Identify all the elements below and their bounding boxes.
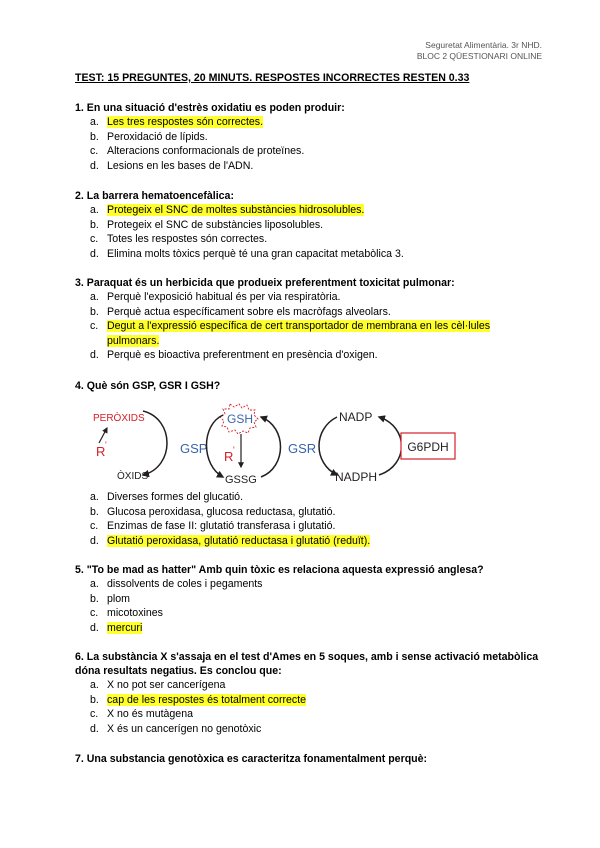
glutathione-cycle-diagram	[75, 395, 545, 485]
answer-option[interactable]: d. mercuri	[90, 621, 143, 634]
option-text: Protegeix el SNC de substàncies liposolubles.	[107, 218, 324, 231]
gssg-label: GSSG	[225, 474, 257, 485]
gsh-label: GSH	[227, 412, 254, 426]
gsr-label: GSR	[288, 441, 317, 456]
question-title: 5. "To be mad as hatter" Amb quin tòxic es relaciona aquesta expressió anglesa?	[75, 564, 484, 576]
option-text: Lesions en les bases de l'ADN.	[107, 159, 254, 172]
question-title: 6. La substància X s'assaja en el test d'Ames en 5 soques, amb i sense activació metabòlica dóna resultats negatius. Es conclou que:	[75, 651, 539, 677]
question-title: 2. La barrera hematoencefàlica:	[75, 190, 234, 202]
option-text: Les tres respostes són correctes.	[107, 116, 264, 128]
option-text: Totes les respostes són correctes.	[107, 233, 268, 245]
answer-option[interactable]: d. Glutatió peroxidasa, glutatió reductasa i glutatió (reduït).	[90, 534, 371, 547]
right-middle-cycle-arrow	[261, 417, 281, 477]
option-text: Degut a l'expressió específica de cert transportador de membrana en les cèl·lules pulmonars.	[107, 320, 491, 347]
option-text: Glutatió peroxidasa, glutatió reductasa i glutatió (reduït).	[107, 534, 371, 547]
option-text: micotoxines	[107, 607, 163, 619]
r-mid-label: R	[224, 449, 234, 464]
option-text: Alteracions conformacionals de proteïnes.	[107, 145, 305, 157]
answer-option[interactable]: c. Alteracions conformacionals de proteïnes.	[90, 145, 305, 157]
answer-option[interactable]: c. X no és mutàgena	[90, 708, 193, 720]
answer-option[interactable]: c. Degut a l'expressió específica de cert transportador de membrana en les cèl·lules pulmonars.	[90, 320, 491, 347]
r-mid-prime: '	[233, 445, 235, 455]
option-text: Elimina molts tòxics perquè té una gran capacitat metabòlica 3.	[107, 247, 404, 260]
g6pdh-label: G6PDH	[407, 440, 449, 454]
test-title: TEST: 15 PREGUNTES, 20 MINUTS. RESPOSTES INCORRECTES RESTEN 0.33	[75, 72, 470, 84]
peroxids-label: PERÒXIDS	[93, 413, 145, 424]
answer-option[interactable]: c. micotoxines	[90, 607, 163, 619]
header-block: BLOC 2 QÜESTIONARI ONLINE	[416, 51, 542, 61]
answer-option[interactable]: d. Elimina molts tòxics perquè té una gran capacitat metabòlica 3.	[90, 247, 404, 260]
question-1	[75, 101, 545, 173]
question-5	[75, 563, 545, 635]
option-text: Glucosa peroxidasa, glucosa reductasa, glutatió.	[107, 505, 336, 518]
option-text: dissolvents de coles i pegaments	[107, 578, 263, 590]
answer-option[interactable]: d. X és un cancerígen no genotòxic	[90, 722, 262, 735]
left-cycle-arrow	[143, 411, 167, 475]
right-cycle-arrow	[319, 417, 337, 475]
answer-option[interactable]: a. Protegeix el SNC de moltes substàncies hidrosolubles.	[90, 204, 365, 216]
answer-option[interactable]: d. Perquè es bioactiva preferentment en presència d'oxigen.	[90, 349, 378, 361]
option-text: Perquè l'exposició habitual és per via respiratòria.	[107, 291, 341, 303]
answer-option[interactable]: c. Totes les respostes són correctes.	[90, 233, 268, 245]
option-text: X no pot ser cancerígena	[107, 679, 226, 691]
question-7	[75, 752, 545, 766]
option-text: cap de les respostes és totalment correcte	[107, 693, 307, 706]
middle-cycle-arrow	[207, 415, 224, 477]
answer-option[interactable]: b. Glucosa peroxidasa, glucosa reductasa, glutatió.	[90, 505, 336, 518]
answer-option[interactable]: b. Protegeix el SNC de substàncies liposolubles.	[90, 218, 324, 231]
answer-option[interactable]: a. Les tres respostes són correctes.	[90, 116, 264, 128]
question-2	[75, 189, 545, 261]
answer-option[interactable]: c. Enzimas de fase II: glutatió transferasa i glutatió.	[90, 520, 336, 532]
question-title: 7. Una substancia genotòxica es caracteritza fonamentalment perquè:	[75, 753, 428, 765]
option-text: Peroxidació de lípids.	[107, 130, 208, 143]
g6pdh-cycle-arrow	[379, 417, 402, 475]
answer-option[interactable]: b. Peroxidació de lípids.	[90, 130, 208, 143]
question-4	[75, 379, 545, 548]
answer-option[interactable]: d. Lesions en les bases de l'ADN.	[90, 159, 254, 172]
option-text: Perquè actua específicament sobre els macròfags alveolars.	[107, 305, 391, 318]
question-title: 4. Què són GSP, GSR I GSH?	[75, 380, 221, 392]
option-text: Protegeix el SNC de moltes substàncies hidrosolubles.	[107, 204, 365, 216]
question-title: 1. En una situació d'estrès oxidatiu es poden produir:	[75, 102, 345, 114]
gsp-label: GSP	[180, 441, 208, 456]
answer-option[interactable]: a. dissolvents de coles i pegaments	[90, 578, 263, 590]
option-text: plom	[107, 592, 130, 605]
document-header	[417, 40, 542, 62]
option-text: X és un cancerígen no genotòxic	[107, 722, 262, 735]
option-text: Enzimas de fase II: glutatió transferasa i glutatió.	[107, 520, 336, 532]
answer-option[interactable]: a. Perquè l'exposició habitual és per via respiratòria.	[90, 291, 341, 303]
answer-option[interactable]: b. Perquè actua específicament sobre els macròfags alveolars.	[90, 305, 391, 318]
question-6	[75, 650, 545, 736]
oxids-label: ÒXIDS	[117, 471, 149, 482]
r-left-label: R	[96, 444, 106, 459]
answer-option[interactable]: b. cap de les respostes és totalment correcte	[90, 693, 307, 706]
question-title: 3. Paraquat és un herbicida que produeix preferentment toxicitat pulmonar:	[75, 277, 455, 289]
option-text: mercuri	[107, 621, 143, 634]
answer-option[interactable]: b. plom	[90, 592, 130, 605]
option-text: X no és mutàgena	[107, 708, 193, 720]
answer-option[interactable]: a. Diverses formes del glucatió.	[90, 491, 244, 503]
answer-option[interactable]: a. X no pot ser cancerígena	[90, 679, 226, 691]
option-text: Diverses formes del glucatió.	[107, 491, 244, 503]
header-course: Seguretat Alimentària. 3r NHD.	[425, 40, 542, 50]
nadp-label: NADP	[339, 410, 373, 424]
question-3	[75, 276, 545, 363]
option-text: Perquè es bioactiva preferentment en presència d'oxigen.	[107, 349, 378, 361]
r-left-prime: '	[105, 440, 107, 450]
nadph-label: NADPH	[335, 470, 378, 484]
